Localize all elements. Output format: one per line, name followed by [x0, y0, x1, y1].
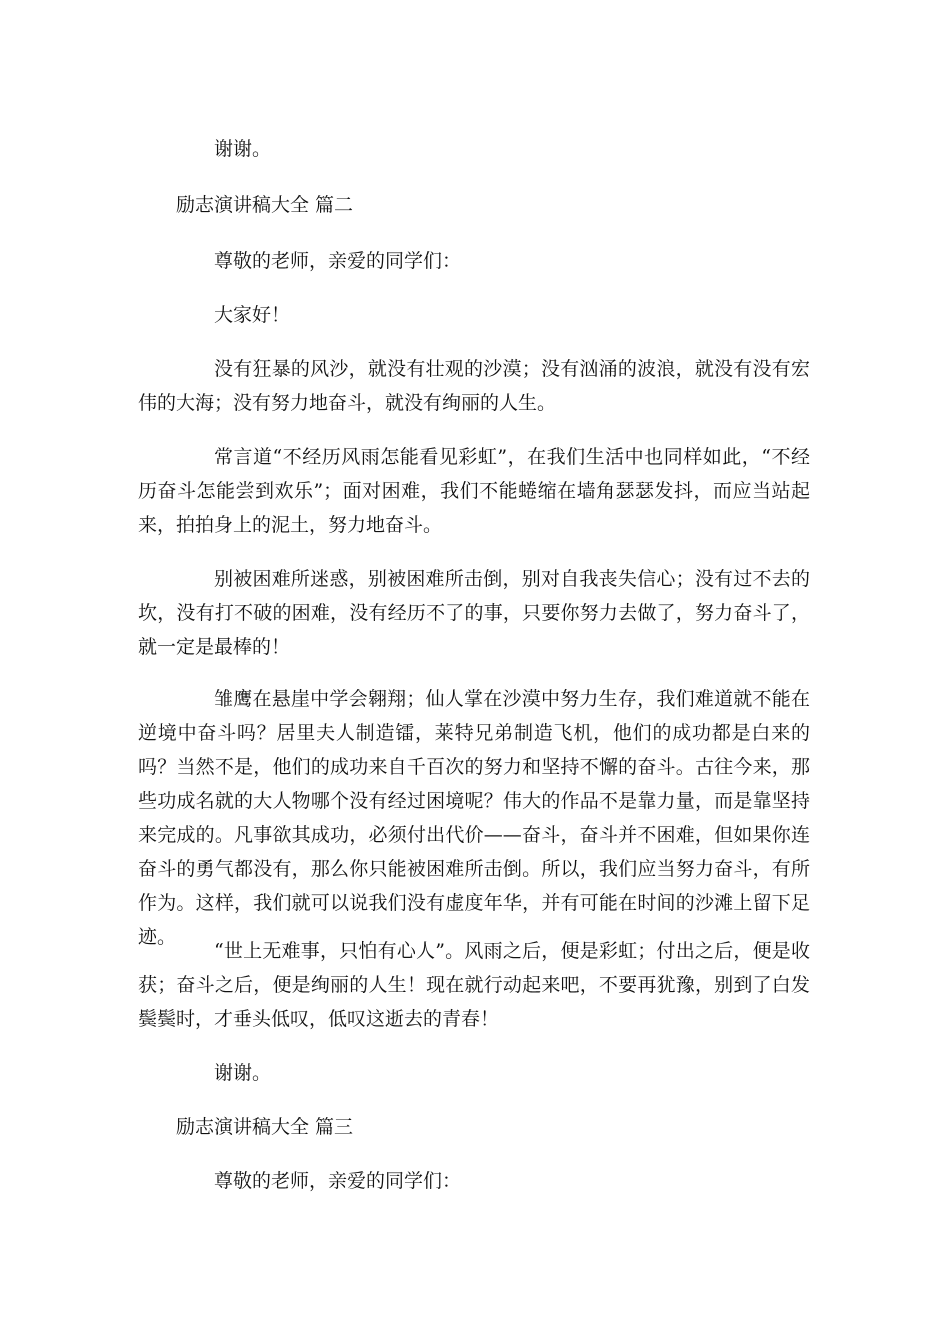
paragraph: 雏鹰在悬崖中学会翱翔；仙人掌在沙漠中努力生存，我们难道就不能在逆境中奋斗吗？居里夫人制造镭，莱特兄弟制造飞机，他们的成功都是白来的吗？当然不是，他们的成功来自千百次的努力和坚持不懈的奋斗。古往今来，那些功成名就的大人物哪个没有经过困境呢？伟大的作品不是靠力量，而是靠坚持来完成的。凡事欲其成功，必须付出代价——奋斗，奋斗并不困难，但如果你连奋斗的勇气都没有，那么你只能被困难所击倒。所以，我们应当努力奋斗，有所作为。这样，我们就可以说我们没有虚度年华，并有可能在时间的沙滩上留下足迹。	[138, 688, 810, 948]
closing-thanks: 谢谢。	[214, 138, 272, 160]
section-title-2: 励志演讲稿大全 篇二	[176, 194, 354, 216]
greeting: 大家好！	[214, 304, 291, 326]
closing-thanks: 谢谢。	[214, 1062, 272, 1084]
section-title-3: 励志演讲稿大全 篇三	[176, 1116, 354, 1138]
paragraph: 没有狂暴的风沙，就没有壮观的沙漠；没有汹涌的波浪，就没有没有宏伟的大海；没有努力地奋斗，就没有绚丽的人生。	[138, 358, 810, 414]
salutation: 尊敬的老师，亲爱的同学们：	[214, 250, 462, 272]
paragraph: 别被困难所迷惑，别被困难所击倒，别对自我丧失信心；没有过不去的坎，没有打不破的困难，没有经历不了的事，只要你努力去做了，努力奋斗了，就一定是最棒的！	[138, 568, 810, 658]
paragraph: “世上无难事，只怕有心人”。风雨之后，便是彩虹；付出之后，便是收获；奋斗之后，便是绚丽的人生！现在就行动起来吧，不要再犹豫，别到了白发鬓鬓时，才垂头低叹，低叹这逝去的青春！	[138, 940, 810, 1030]
salutation: 尊敬的老师，亲爱的同学们：	[214, 1170, 462, 1192]
paragraph: 常言道“不经历风雨怎能看见彩虹”，在我们生活中也同样如此，“不经历奋斗怎能尝到欢乐”；面对困难，我们不能蜷缩在墙角瑟瑟发抖，而应当站起来，拍拍身上的泥土，努力地奋斗。	[138, 446, 810, 536]
